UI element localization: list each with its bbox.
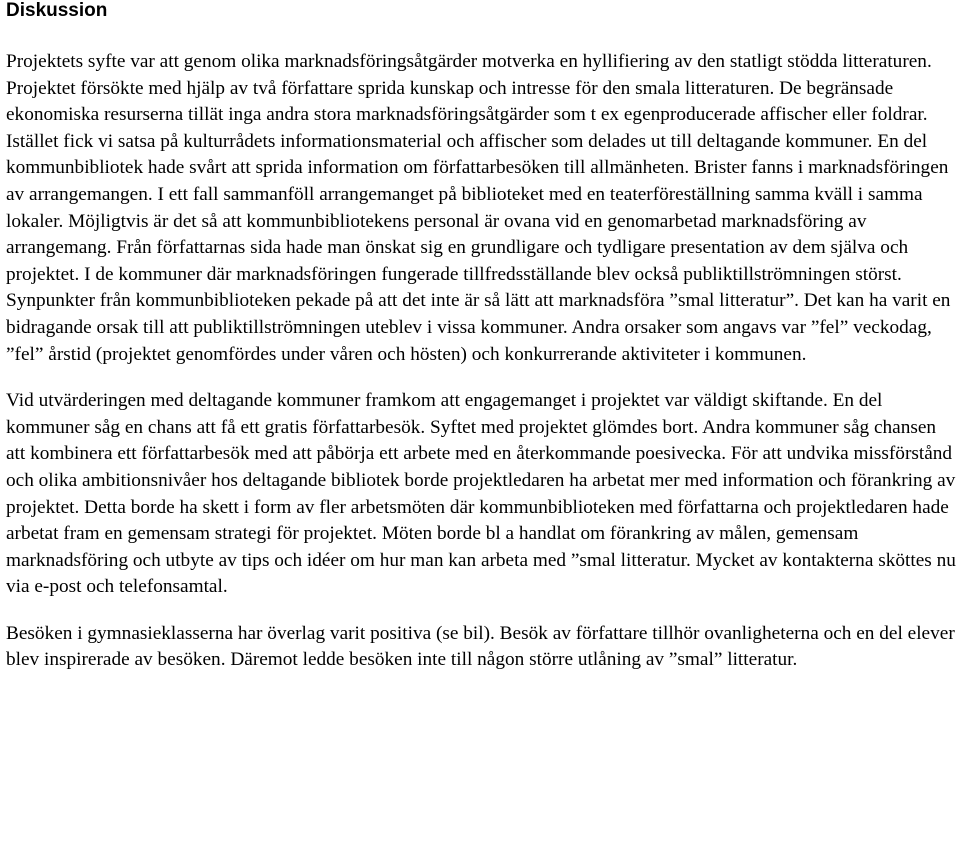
- section-heading: Diskussion: [6, 0, 108, 21]
- paragraph-marketing: Projektets syfte var att genom olika marknadsföringsåtgärder motverka en hyllifiering av den statligt stödda litteraturen. Projektet försökte med hjälp av två författare sprida kunskap och intresse för den smala litteraturen. De begränsade ekonomiska resurserna tillät inga andra stora marknadsföringsåtgärder som t ex egenproducerade affischer eller foldrar. Istället fick vi satsa på kulturrådets informationsmaterial och affischer som delades ut till deltagande kommuner. En del kommunbibliotek hade svårt att sprida information om författarbesöken till allmänheten. Brister fanns i marknadsföringen av arrangemangen. I ett fall sammanföll arrangemanget på biblioteket med en teaterföreställning samma kväll i samma lokaler. Möjligtvis är det så att kommunbibliotekens personal är ovana vid en genomarbetad marknadsföring av arrangemang. Från författarnas sida hade man önskat sig en grundligare och tydligare presentation av dem själva och projektet. I de kommuner där marknadsföringen fungerade tillfredsställande blev också publiktillströmningen störst. Synpunkter från kommunbiblioteken pekade på att det inte är så lätt att marknadsföra ”smal litteratur”. Det kan ha varit en bidragande orsak till att publiktillströmningen uteblev i vissa kommuner. Andra orsaker som angavs var ”fel” veckodag, ”fel” årstid (projektet genomfördes under våren och hösten) och konkurrerande aktiviteter i kommunen.: [6, 51, 951, 365]
- paragraph-evaluation: Vid utvärderingen med deltagande kommuner framkom att engagemanget i projektet var väldigt skiftande. En del kommuner såg en chans att få ett gratis författarbesök. Syftet med projektet glömdes bort. Andra kommuner såg chansen att kombinera ett författarbesök med att påbörja ett arbete med en återkommande poesivecka. För att undvika missförstånd och olika ambitionsnivåer hos deltagande bibliotek borde projektledaren ha arbetat mer med information och förankring av projektet. Detta borde ha skett i form av fler arbetsmöten där kommunbiblioteken med författarna och projektledaren hade arbetat fram en gemensam strategi för projektet. Möten borde bl a handlat om förankring av målen, gemensam marknadsföring och utbyte av tips och idéer om hur man kan arbeta med ”smal litteratur. Mycket av kontakterna sköttes nu via e-post och telefonsamtal.: [6, 390, 956, 598]
- paragraph-school-visits: Besöken i gymnasieklasserna har överlag varit positiva (se bil). Besök av författare tillhör ovanligheterna och en del elever blev inspirerade av besöken. Däremot ledde besöken inte till någon större utlåning av ”smal” litteratur.: [6, 622, 955, 671]
- document-page: [6, 0, 960, 674]
